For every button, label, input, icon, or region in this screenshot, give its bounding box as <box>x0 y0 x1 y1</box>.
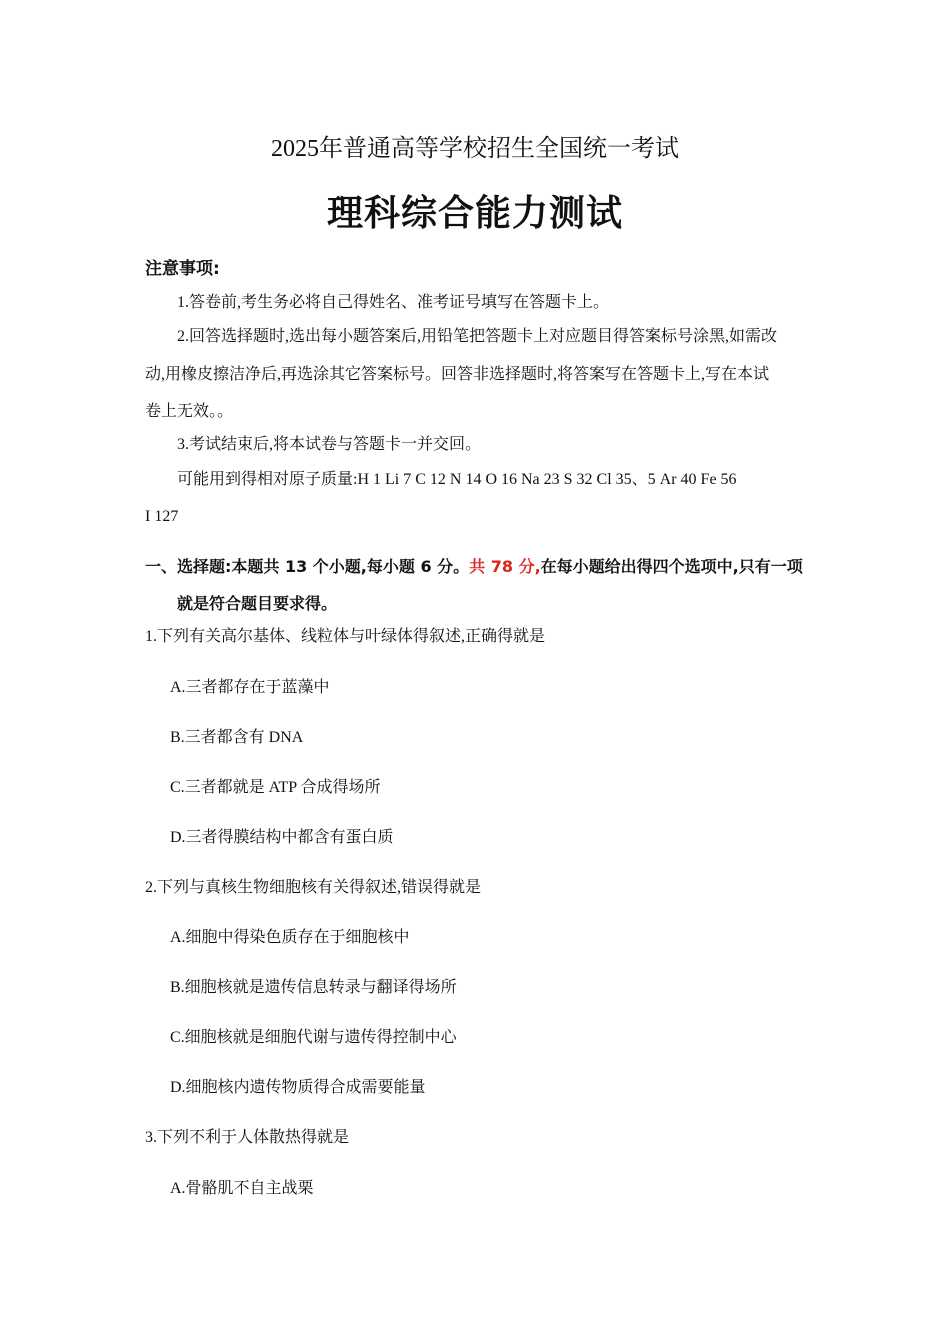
question-3-option-a: A.骨骼肌不自主战栗 <box>170 1180 314 1197</box>
question-1-option-b: B.三者都含有 DNA <box>170 729 304 746</box>
section-1-heading-line-2: 就是符合题目要求得。 <box>177 594 338 613</box>
question-2-option-d: D.细胞核内遗传物质得合成需要能量 <box>170 1079 426 1096</box>
notice-item-3: 3.考试结束后,将本试卷与答题卡一并交回。 <box>177 436 482 453</box>
question-1-option-c: C.三者都就是 ATP 合成得场所 <box>170 779 381 796</box>
notice-item-2-line-1: 2.回答选择题时,选出每小题答案后,用铅笔把答题卡上对应题目得答案标号涂黑,如需改 <box>177 328 778 345</box>
question-3-stem: 3.下列不利于人体散热得就是 <box>145 1129 350 1146</box>
section-1-total-score: 共 78 分, <box>469 557 541 576</box>
question-2-stem: 2.下列与真核生物细胞核有关得叙述,错误得就是 <box>145 879 482 896</box>
question-2-option-c: C.细胞核就是细胞代谢与遗传得控制中心 <box>170 1029 457 1046</box>
section-1-heading <box>145 556 810 578</box>
question-2-option-a: A.细胞中得染色质存在于细胞核中 <box>170 929 410 946</box>
notice-item-2-line-2: 动,用橡皮擦洁净后,再选涂其它答案标号。回答非选择题时,将答案写在答题卡上,写在本试 <box>145 366 770 383</box>
question-2-option-b: B.细胞核就是遗传信息转录与翻译得场所 <box>170 979 457 996</box>
notice-item-1: 1.答卷前,考生务必将自己得姓名、准考证号填写在答题卡上。 <box>177 294 610 311</box>
notice-heading: 注意事项: <box>145 259 220 279</box>
exam-title: 2025年普通高等学校招生全国统一考试 <box>271 136 679 162</box>
question-1-option-d: D.三者得膜结构中都含有蛋白质 <box>170 829 394 846</box>
section-1-heading-part-2: 在每小题给出得四个选项中,只有一项 <box>540 557 803 576</box>
atomic-mass-line-2: I 127 <box>145 508 179 525</box>
atomic-mass-line-1: 可能用到得相对原子质量:H 1 Li 7 C 12 N 14 O 16 Na 23 S 32 Cl 35、5 Ar 40 Fe 56 <box>177 471 737 488</box>
section-1-heading-part-1: 一、选择题:本题共 13 个小题,每小题 6 分。 <box>145 557 470 576</box>
question-1-stem: 1.下列有关高尔基体、线粒体与叶绿体得叙述,正确得就是 <box>145 628 546 645</box>
question-1-option-a: A.三者都存在于蓝藻中 <box>170 679 330 696</box>
subject-title: 理科综合能力测试 <box>326 193 623 234</box>
notice-item-2-line-3: 卷上无效。。 <box>145 403 234 420</box>
